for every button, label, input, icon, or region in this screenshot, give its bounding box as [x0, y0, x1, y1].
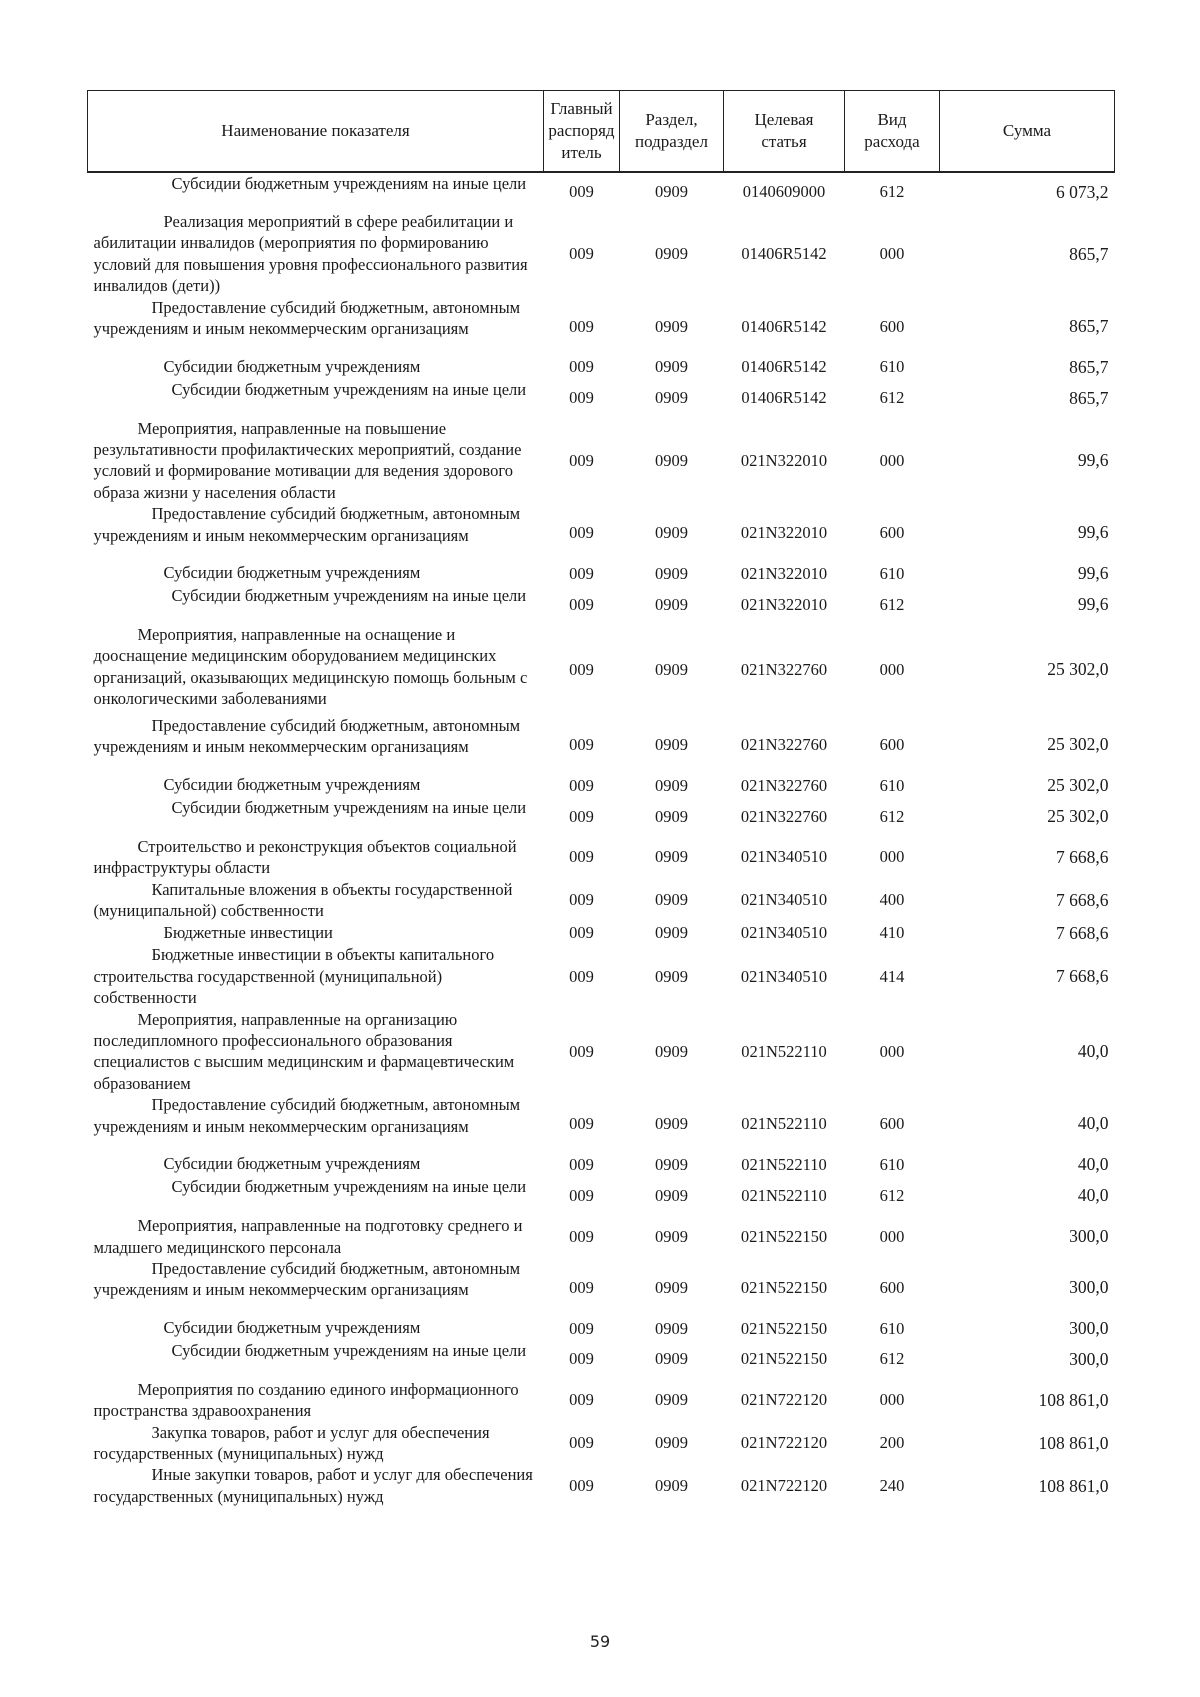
- row-target-article: 021N522110: [741, 1185, 827, 1205]
- row-expense-type: 612: [879, 1185, 905, 1205]
- header-grbs: Главный распоряд итель: [544, 91, 620, 173]
- row-sum: 40,0: [1077, 1185, 1109, 1206]
- row-expense-type: 000: [879, 847, 905, 867]
- table-row: [88, 836, 1115, 879]
- row-target-article: 021N322760: [740, 806, 828, 826]
- row-grbs: 009: [569, 1390, 594, 1410]
- row-grbs: 009: [569, 923, 594, 943]
- row-target-article: 021N322760: [740, 659, 828, 679]
- row-name-text: Субсидии бюджетным учреждениям на иные цели: [171, 1177, 527, 1197]
- row-sum: 99,6: [1077, 594, 1109, 615]
- row-expense-type: 000: [879, 244, 905, 264]
- table-row: [88, 503, 1115, 562]
- row-name-text: Предоставление субсидий бюджетным, автономным учреждениям и иным некоммерческим организациям: [93, 504, 521, 545]
- header-name: Наименование показателя: [88, 91, 544, 173]
- row-name-text: Субсидии бюджетным учреждениям на иные цели: [171, 1340, 527, 1360]
- row-name: [88, 1258, 544, 1317]
- table-row: [88, 1215, 1115, 1258]
- row-name: [88, 836, 544, 879]
- row-target-article: 01406R5142: [741, 357, 827, 377]
- row-expense-type: 600: [879, 523, 905, 543]
- table-row: [88, 922, 1115, 945]
- table-row: [88, 356, 1115, 379]
- row-name-text: Строительство и реконструкция объектов социальной инфраструктуры области: [93, 836, 517, 878]
- row-grbs: 009: [569, 450, 594, 470]
- row-name-text: Предоставление субсидий бюджетным, автономным учреждениям и иным некоммерческим организациям: [93, 297, 521, 339]
- row-razdel: 0909: [655, 1433, 688, 1453]
- row-target-article: 021N722120: [740, 1390, 828, 1410]
- row-grbs: 009: [569, 847, 594, 867]
- row-name-text: Иные закупки товаров, работ и услуг для обеспечения государственных (муниципальных) нужд: [93, 1465, 533, 1506]
- row-name-text: Субсидии бюджетным учреждениям на иные цели: [171, 174, 527, 193]
- row-expense-type: 610: [879, 1154, 905, 1174]
- row-razdel: 0909: [655, 775, 688, 795]
- row-target-article: 021N522150: [740, 1277, 828, 1297]
- row-razdel: 0909: [655, 1277, 688, 1297]
- row-grbs: 009: [569, 734, 594, 754]
- table-row: [88, 797, 1115, 836]
- row-name-text: Реализация мероприятий в сфере реабилитации и абилитации инвалидов (мероприятия по формированию условий для повышения уровня профессионального развития инвалидов (дети)): [93, 212, 528, 296]
- row-name-text: Закупка товаров, работ и услуг для обеспечения государственных (муниципальных) нужд: [93, 1422, 490, 1463]
- budget-table: [87, 90, 1115, 1507]
- row-name: [88, 1176, 544, 1215]
- row-sum: 40,0: [1077, 1113, 1109, 1134]
- row-razdel: 0909: [655, 316, 688, 336]
- row-name: [88, 1009, 544, 1095]
- row-name-text: Мероприятия по созданию единого информационного пространства здравоохранения: [93, 1379, 519, 1421]
- row-expense-type: 612: [879, 1349, 905, 1369]
- row-sum: 25 302,0: [1047, 775, 1109, 795]
- row-name-text: Мероприятия, направленные на повышение результативности профилактических мероприятий, создание условий и формирование мотивации для ведения здорового образа жизни у населения области: [93, 418, 522, 502]
- row-target-article: 021N522150: [740, 1349, 828, 1369]
- row-sum: 108 861,0: [1038, 1389, 1109, 1410]
- row-expense-type: 410: [879, 923, 905, 943]
- row-name: [88, 944, 544, 1008]
- table-row: [88, 172, 1115, 211]
- row-expense-type: 610: [879, 775, 905, 795]
- row-grbs: 009: [569, 966, 594, 986]
- row-name-text: Предоставление субсидий бюджетным, автономным учреждениям и иным некоммерческим организациям: [93, 1095, 521, 1136]
- row-grbs: 009: [569, 1114, 594, 1134]
- row-name: [88, 1317, 544, 1340]
- table-row: [88, 379, 1115, 418]
- row-name: [88, 1340, 544, 1379]
- table-row: [88, 715, 1115, 774]
- table-row: [88, 1317, 1115, 1340]
- row-razdel: 0909: [655, 890, 688, 910]
- row-expense-type: 400: [879, 890, 905, 910]
- row-name-text: Субсидии бюджетным учреждениям: [163, 1317, 421, 1337]
- row-name: [88, 297, 544, 356]
- row-sum: 99,6: [1077, 522, 1109, 543]
- row-grbs: 009: [569, 563, 594, 583]
- row-expense-type: 610: [879, 1318, 905, 1338]
- row-name: [88, 585, 544, 624]
- row-razdel: 0909: [655, 1349, 688, 1369]
- row-grbs: 009: [569, 1041, 594, 1061]
- row-razdel: 0909: [655, 594, 688, 614]
- row-expense-type: 240: [879, 1476, 905, 1496]
- row-grbs: 009: [569, 890, 594, 910]
- row-name-text: Предоставление субсидий бюджетным, автономным учреждениям и иным некоммерческим организациям: [93, 1258, 521, 1300]
- table-row: [88, 585, 1115, 624]
- row-razdel: 0909: [655, 1318, 688, 1338]
- row-grbs: 009: [569, 1476, 594, 1496]
- row-expense-type: 600: [879, 1114, 905, 1134]
- row-name: [88, 715, 544, 774]
- row-name: [88, 797, 544, 836]
- row-expense-type: 600: [879, 316, 905, 336]
- row-target-article: 021N322010: [740, 563, 828, 583]
- row-expense-type: 414: [879, 966, 905, 986]
- table-row: [88, 562, 1115, 585]
- row-sum: 7 668,6: [1056, 966, 1109, 987]
- row-sum: 300,0: [1069, 1348, 1109, 1369]
- row-sum: 300,0: [1069, 1226, 1109, 1247]
- header-rz: Раздел, подраздел: [620, 91, 724, 173]
- table-row: [88, 1153, 1115, 1176]
- table-row: [88, 1009, 1115, 1095]
- row-name: [88, 1153, 544, 1176]
- row-sum: 40,0: [1077, 1154, 1109, 1175]
- row-sum: 865,7: [1069, 243, 1109, 264]
- row-name: [88, 879, 544, 922]
- row-razdel: 0909: [655, 806, 688, 826]
- row-grbs: 009: [569, 594, 594, 614]
- row-sum: 300,0: [1069, 1317, 1109, 1338]
- row-target-article: 021N322010: [740, 450, 828, 470]
- row-razdel: 0909: [655, 1390, 688, 1410]
- row-target-article: 021N322760: [740, 775, 828, 795]
- row-target-article: 021N522110: [741, 1154, 827, 1174]
- row-grbs: 009: [569, 1277, 594, 1297]
- row-sum: 25 302,0: [1047, 805, 1109, 826]
- row-expense-type: 612: [879, 806, 905, 826]
- row-name-text: Субсидии бюджетным учреждениям: [163, 1154, 421, 1174]
- row-name: [88, 503, 544, 562]
- row-razdel: 0909: [655, 1114, 688, 1134]
- table-row: [88, 1379, 1115, 1422]
- table-row: [88, 944, 1115, 1008]
- row-name-text: Предоставление субсидий бюджетным, автономным учреждениям и иным некоммерческим организациям: [93, 716, 521, 757]
- row-sum: 108 861,0: [1038, 1475, 1109, 1496]
- row-razdel: 0909: [655, 182, 688, 202]
- row-expense-type: 610: [879, 357, 905, 377]
- row-target-article: 021N722120: [740, 1476, 828, 1496]
- row-target-article: 01406R5142: [741, 388, 827, 408]
- row-sum: 7 668,6: [1056, 889, 1109, 910]
- row-sum: 25 302,0: [1047, 734, 1109, 755]
- table-header: [88, 91, 1115, 173]
- row-razdel: 0909: [655, 1041, 688, 1061]
- row-target-article: 01406R5142: [741, 316, 827, 336]
- row-razdel: 0909: [655, 1226, 688, 1246]
- row-name: [88, 211, 544, 297]
- row-expense-type: 612: [879, 182, 905, 202]
- row-sum: 99,6: [1077, 563, 1109, 584]
- row-name: [88, 922, 544, 945]
- row-name: [88, 356, 544, 379]
- row-grbs: 009: [569, 806, 594, 826]
- row-target-article: 0140609000: [742, 182, 826, 202]
- row-expense-type: 600: [879, 734, 905, 754]
- table-row: [88, 1258, 1115, 1317]
- row-name: [88, 1094, 544, 1153]
- row-grbs: 009: [569, 182, 594, 202]
- row-sum: 7 668,6: [1056, 846, 1109, 867]
- row-name: [88, 624, 544, 715]
- page-number: 59: [589, 1632, 611, 1651]
- row-grbs: 009: [569, 357, 594, 377]
- row-target-article: 021N340510: [740, 890, 828, 910]
- row-grbs: 009: [569, 388, 594, 408]
- row-target-article: 021N322010: [740, 594, 828, 614]
- row-sum: 865,7: [1069, 387, 1109, 408]
- row-razdel: 0909: [655, 659, 688, 679]
- row-target-article: 021N722120: [740, 1433, 828, 1453]
- row-target-article: 021N522110: [741, 1041, 827, 1061]
- row-target-article: 021N322010: [740, 523, 828, 543]
- row-expense-type: 000: [879, 1390, 905, 1410]
- row-sum: 6 073,2: [1056, 181, 1109, 202]
- row-expense-type: 612: [879, 388, 905, 408]
- table-row: [88, 418, 1115, 504]
- row-name: [88, 1422, 544, 1465]
- table-row: [88, 1340, 1115, 1379]
- row-expense-type: 610: [879, 563, 905, 583]
- row-target-article: 01406R5142: [741, 244, 827, 264]
- row-razdel: 0909: [655, 1154, 688, 1174]
- row-razdel: 0909: [655, 923, 688, 943]
- table-row: [88, 1464, 1115, 1507]
- row-grbs: 009: [569, 1433, 594, 1453]
- row-target-article: 021N340510: [740, 923, 828, 943]
- row-name: [88, 774, 544, 797]
- row-target-article: 021N522150: [740, 1226, 828, 1246]
- row-name: [88, 562, 544, 585]
- row-razdel: 0909: [655, 563, 688, 583]
- row-name-text: Субсидии бюджетным учреждениям: [163, 563, 421, 583]
- row-name: [88, 1215, 544, 1258]
- table-row: [88, 211, 1115, 297]
- row-grbs: 009: [569, 659, 594, 679]
- row-name-text: Бюджетные инвестиции: [163, 922, 333, 942]
- row-name: [88, 1464, 544, 1507]
- row-sum: 865,7: [1069, 356, 1109, 377]
- row-razdel: 0909: [655, 966, 688, 986]
- row-expense-type: 000: [879, 450, 905, 470]
- row-razdel: 0909: [655, 388, 688, 408]
- row-grbs: 009: [569, 1154, 594, 1174]
- row-grbs: 009: [569, 1226, 594, 1246]
- row-sum: 108 861,0: [1038, 1432, 1109, 1453]
- row-expense-type: 000: [879, 1041, 905, 1061]
- table-row: [88, 774, 1115, 797]
- table-row: [88, 297, 1115, 356]
- row-expense-type: 600: [879, 1277, 905, 1297]
- row-razdel: 0909: [655, 734, 688, 754]
- row-sum: 7 668,6: [1056, 922, 1109, 943]
- row-name-text: Субсидии бюджетным учреждениям: [163, 356, 421, 376]
- row-name-text: Мероприятия, направленные на оснащение и дооснащение медицинским оборудованием медицинских организаций, оказывающих медицинскую помощь больным с онкологическими заболеваниями: [93, 625, 528, 709]
- row-sum: 865,7: [1069, 315, 1109, 336]
- row-grbs: 009: [569, 775, 594, 795]
- row-name: [88, 379, 544, 418]
- table-row: [88, 1094, 1115, 1153]
- row-grbs: 009: [569, 1318, 594, 1338]
- header-sum: Сумма: [940, 91, 1115, 173]
- row-sum: 40,0: [1077, 1041, 1109, 1062]
- row-razdel: 0909: [655, 523, 688, 543]
- row-expense-type: 000: [879, 659, 905, 679]
- row-sum: 300,0: [1069, 1277, 1109, 1298]
- table-row: [88, 624, 1115, 715]
- row-target-article: 021N340510: [740, 966, 828, 986]
- row-razdel: 0909: [655, 357, 688, 377]
- row-target-article: 021N322760: [740, 734, 828, 754]
- row-name-text: Мероприятия, направленные на организацию последипломного профессионального образования специалистов с высшим медицинским и фармацевтическим образованием: [93, 1009, 515, 1093]
- row-name: [88, 172, 544, 211]
- table-row: [88, 1176, 1115, 1215]
- row-name-text: Субсидии бюджетным учреждениям на иные цели: [171, 379, 527, 399]
- row-grbs: 009: [569, 523, 594, 543]
- row-razdel: 0909: [655, 1185, 688, 1205]
- row-target-article: 021N522110: [741, 1114, 827, 1134]
- row-target-article: 021N340510: [740, 847, 828, 867]
- row-name-text: Бюджетные инвестиции в объекты капитального строительства государственной (муниципальной) собственности: [93, 945, 495, 1008]
- row-grbs: 009: [569, 1185, 594, 1205]
- table-body: [88, 172, 1115, 1507]
- row-name-text: Субсидии бюджетным учреждениям на иные цели: [171, 797, 527, 817]
- row-grbs: 009: [569, 316, 594, 336]
- row-grbs: 009: [569, 244, 594, 264]
- row-razdel: 0909: [655, 1476, 688, 1496]
- row-name-text: Субсидии бюджетным учреждениям: [163, 775, 421, 794]
- row-name-text: Мероприятия, направленные на подготовку среднего и младшего медицинского персонала: [93, 1216, 523, 1257]
- row-expense-type: 612: [879, 594, 905, 614]
- header-cs: Целевая статья: [724, 91, 845, 173]
- row-razdel: 0909: [655, 244, 688, 264]
- row-name-text: Субсидии бюджетным учреждениям на иные цели: [171, 586, 527, 605]
- row-razdel: 0909: [655, 847, 688, 867]
- row-expense-type: 000: [879, 1226, 905, 1246]
- row-expense-type: 200: [879, 1433, 905, 1453]
- table-row: [88, 879, 1115, 922]
- table-row: [88, 1422, 1115, 1465]
- row-name: [88, 418, 544, 504]
- row-target-article: 021N522150: [740, 1318, 828, 1338]
- row-grbs: 009: [569, 1349, 594, 1369]
- header-vr: Вид расхода: [845, 91, 940, 173]
- row-name: [88, 1379, 544, 1422]
- row-sum: 25 302,0: [1047, 659, 1109, 680]
- row-sum: 99,6: [1077, 450, 1109, 470]
- row-razdel: 0909: [655, 450, 688, 470]
- row-name-text: Капитальные вложения в объекты государственной (муниципальной) собственности: [93, 879, 513, 921]
